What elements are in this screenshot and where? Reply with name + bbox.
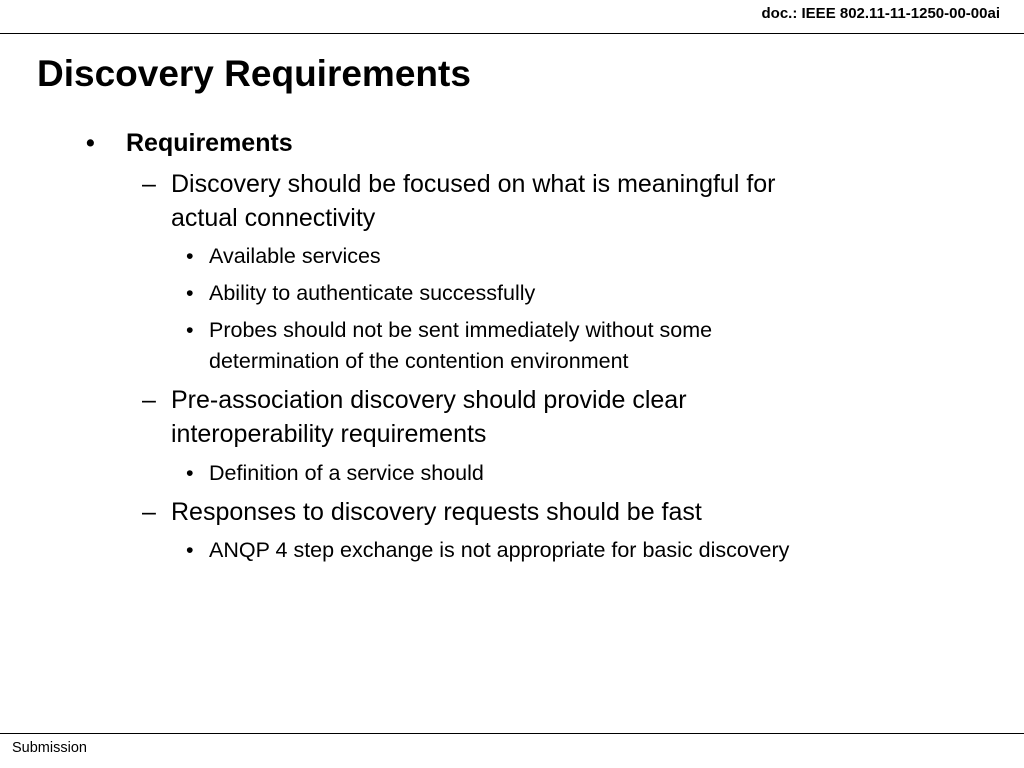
dash-marker: –	[142, 498, 156, 526]
dot-marker: •	[186, 461, 194, 485]
point-text: ANQP 4 step exchange is not appropriate for basic discovery	[209, 538, 790, 562]
dot-marker: •	[186, 318, 194, 342]
point-line: determination of the contention environment	[209, 349, 629, 373]
subbullet-line: actual connectivity	[171, 204, 376, 232]
doc-id: doc.: IEEE 802.11-11-1250-00-00ai	[761, 5, 1000, 22]
point-text: Ability to authenticate successfully	[209, 281, 536, 305]
dot-marker: •	[186, 244, 194, 268]
dash-marker: –	[142, 170, 156, 198]
point-line: Probes should not be sent immediately without some	[209, 318, 713, 342]
point-text: Definition of a service should	[209, 461, 484, 485]
subbullet-line: Discovery should be focused on what is meaningful for	[171, 170, 776, 198]
subbullet-line: interoperability requirements	[171, 420, 487, 448]
subbullet-text: Responses to discovery requests should be fast	[171, 498, 702, 526]
bullet-text: Requirements	[126, 129, 293, 157]
slide-title: Discovery Requirements	[37, 53, 471, 94]
bullet-marker: •	[86, 129, 95, 157]
point-text: Available services	[209, 244, 381, 268]
dot-marker: •	[186, 538, 194, 562]
subbullet-line: Pre-association discovery should provide clear	[171, 386, 687, 414]
dash-marker: –	[142, 386, 156, 414]
dot-marker: •	[186, 281, 194, 305]
footer-rule	[0, 733, 1024, 734]
footer-submission: Submission	[12, 740, 87, 756]
